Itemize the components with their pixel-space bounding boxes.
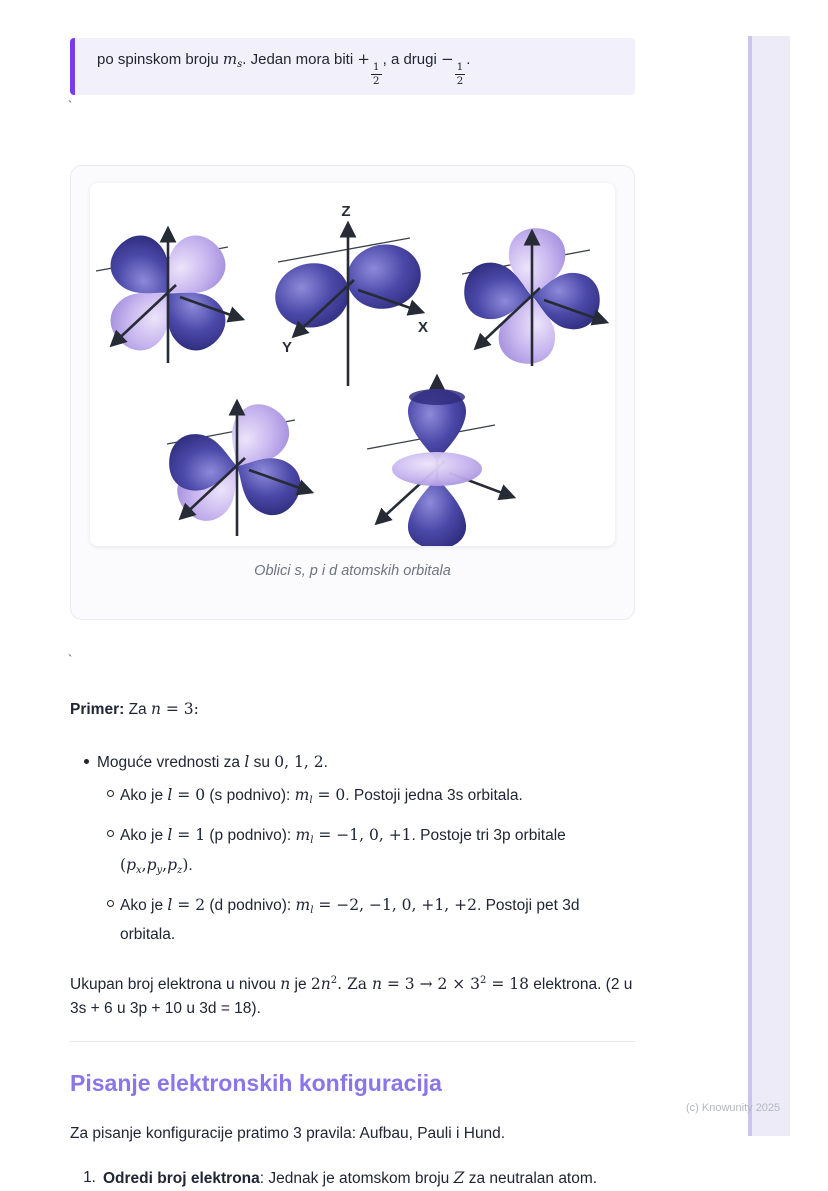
dz2-orbital-bottom-right [367,377,513,546]
fraction-one-half: $\frac{1}{2}$ [372,61,380,87]
axis-label-z: Z [341,203,351,220]
numbered-item-index: 1. [83,1169,96,1187]
primer-line: Primer: Za n = 3: [70,700,199,718]
numbered-item [70,1166,635,1191]
list-item [80,750,635,775]
copyright-watermark: (c) Knowunity 2025 [686,1102,781,1114]
dz2-torus [392,452,482,486]
list-item-text: Ako je l = 0 (s podnivo): ml = 0. Postoji jedna 3s orbitala. [120,786,523,806]
orbitals-figure-card [70,165,635,620]
list-item [103,893,635,947]
electron-count-paragraph: Ukupan broj elektrona u nivou n je $2n^2$. Za $n = 3 \to 2 \times 3^2 = 18$ elektrona. (2 u 3s + 6 u 3p + 10 u 3d = 18). [70,975,633,1018]
bullet-circle-icon [103,823,120,847]
section-divider [70,1041,635,1042]
orbitals-image [90,183,615,546]
d-orbital-bottom-left [167,394,311,536]
list-item-text: Ako je l = 1 (p podnivo): ml = −1, 0, +1. Postoje tri 3p orbitale (px,py,pz). [120,826,566,876]
stray-backtick: ` [68,98,73,113]
list-item-text: Moguće vrednosti za l su 0, 1, 2. [97,753,328,771]
fraction-one-half: $\frac{1}{2}$ [456,61,464,87]
section-heading: Pisanje elektronskih konfiguracija [70,1070,442,1097]
body-text [70,697,635,1191]
bullet-list [70,750,635,947]
callout-text: po spinskom broju $m_s$. Jedan mora biti + $\frac{1}{2}$ , a drugi − $\frac{1}{2}$ . [97,50,471,87]
bullet-circle-icon [103,783,120,807]
spin-rule-callout [70,38,635,95]
numbered-item-text: Odredi broj elektrona: Jednak je atomskom broju Z za neutralan atom. [103,1169,598,1188]
list-item-text: Ako je l = 2 (d podnivo): ml = −2, −1, 0, +1, +2. Postoji pet 3d orbitala. [120,896,580,943]
math-ms: m [222,50,238,68]
primer-label: Primer: [70,701,125,718]
list-item [103,823,635,883]
axis-label-y: Y [282,339,293,356]
dz2-top-rim [409,389,465,405]
bullet-dot-icon [80,750,97,774]
d-orbital-top-right [461,225,606,367]
axis-label-x: X [418,319,429,336]
stray-backtick: ` [68,652,73,667]
d-orbital-top-left [96,225,242,363]
scrollbar-track[interactable] [748,36,790,1136]
section-intro: Za pisanje konfiguracije pratimo 3 pravila: Aufbau, Pauli i Hund. [70,1125,506,1143]
bullet-circle-icon [103,893,120,917]
orbitals-svg [90,183,615,546]
list-item [103,783,635,813]
p-orbital-center [270,203,428,386]
figure-caption: Oblici s, p i d atomskih orbitala [254,563,451,579]
